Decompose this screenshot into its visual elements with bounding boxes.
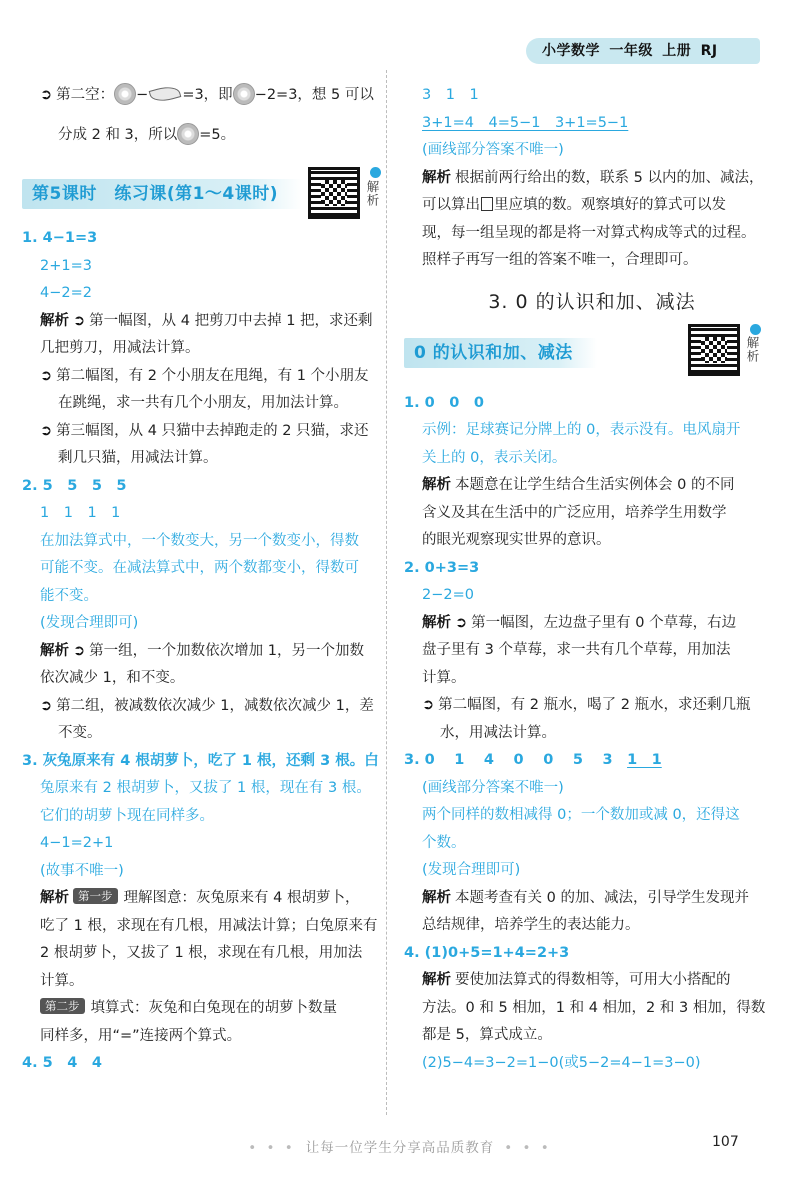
q3-answer: (画线部分答案不唯一) [422,779,564,796]
q2-analysis: ➲ 第二组，被减数依次减少 1，减数依次减少 1，差 [40,697,374,714]
q4-answer: 4. 5 4 4 [22,1055,102,1071]
step-1-badge: 第一步 [73,888,118,904]
arrow-icon: ➲ [40,367,53,384]
q4-analysis: 解析 要使加法算式的得数相等，可用大小搭配的 [422,972,731,988]
book-info-badge: 小学数学 一年级 上册 RJ [526,38,760,64]
q3-answer: 它们的胡萝卜现在同样多。 [40,807,214,824]
flower-icon [114,83,136,105]
q3-answer: 3. 灰兔原来有 4 根胡萝卜，吃了 1 根，还剩 3 根。白 [22,752,379,769]
analysis-line: 解析 根据前两行给出的数，联系 5 以内的加、减法， [422,169,764,186]
q2-answer: 1 1 1 1 [40,505,121,521]
arrow-icon: ➲ [455,614,468,631]
q4-analysis: 都是 5，算式成立。 [422,1027,552,1043]
q2-analysis: 解析 ➲ 第一组，一个加数依次增加 1，另一个加数 [40,642,364,659]
flower-icon [177,123,199,145]
q3-analysis: 吃了 1 根，求现在有几根，用减法计算；白兔原来有 [40,917,378,934]
q1-analysis: ➲ 第三幅图，从 4 只猫中去掉跑走的 2 只猫，求还 [40,422,369,439]
answer-line: 3 1 1 [422,87,479,103]
answer-note: (画线部分答案不唯一) [422,142,564,158]
qr-code-icon[interactable] [688,324,740,376]
step-2-badge: 第二步 [40,998,85,1014]
q1-analysis: 剩几只猫，用减法计算。 [58,450,218,466]
q2-answer: 2. 0+3=3 [404,559,480,576]
q4-answer: 4. (1)0+5=1+4=2+3 [404,944,570,961]
q4-analysis: 方法。0 和 5 相加，1 和 4 相加，2 和 3 相加，得数 [422,999,766,1016]
page-number: 107 [712,1134,739,1150]
q3-answer: 个数。 [422,834,466,851]
q1-answer: 4−2=2 [40,285,92,301]
q3-answer: (故事不唯一) [40,862,124,879]
arrow-icon: ➲ [40,422,53,439]
q3-answer: 两个同样的数相减得 0；一个数加或减 0，还得这 [422,807,740,823]
q2-analysis: ➲ 第二幅图，有 2 瓶水，喝了 2 瓶水，求还剩几瓶 [422,697,751,713]
q2-answer: 在加法算式中，一个数变大，另一个数变小，得数 [40,532,359,549]
q1-answer: 1. 4−1=3 [22,230,98,246]
intro-line-1: ➲ 第二空： − =3，即 −2=3，想 5 可以 [22,82,378,110]
q4-answer: (2)5−4=3−2=1−0(或5−2=4−1=3−0) [422,1054,701,1071]
qr-code-block[interactable]: 解析 [308,167,381,219]
q2-analysis: 解析 ➲ 第一幅图，左边盘子里有 0 个草莓，右边 [422,614,737,631]
q1-analysis: 含义及其在生活中的广泛应用，培养学生用数学 [422,504,727,521]
left-column [22,82,378,1078]
q2-answer: 可能不变。在减法算式中，两个数都变小，得数可 [40,560,359,576]
lesson-header [22,167,378,225]
q3-analysis: 计算。 [40,972,84,989]
q3-analysis: 同样多，用“=”连接两个算式。 [40,1027,242,1044]
intro-line-2: 分成 2 和 3，所以 =5。 [22,122,378,150]
q1-analysis: 解析 本题意在让学生结合生活实例体会 0 的不同 [422,477,735,493]
qr-code-block[interactable]: 解析 [688,324,761,376]
q1-analysis: 在跳绳，求一共有几个小朋友，用加法计算。 [58,395,348,411]
q3-analysis: 2 根胡萝卜，又拔了 1 根，求现在有几根，用加法 [40,945,363,961]
q1-answer: 关上的 0，表示关闭。 [422,449,567,466]
q3-answer: (发现合理即可) [422,862,521,878]
right-column [404,82,780,1077]
arrow-icon: ➲ [73,312,86,329]
q1-answer: 示例：足球赛记分牌上的 0，表示没有。电风扇开 [422,422,741,438]
arrow-icon: ➲ [40,697,53,714]
section-title: 3. 0 的认识和加、减法 [488,290,696,313]
q3-analysis: 解析 本题考查有关 0 的加、减法，引导学生发现并 [422,889,749,906]
analysis-line: 可以算出 里应填的数。观察填好的算式可以发 [422,197,726,213]
arrow-icon: ➲ [40,87,53,103]
q2-analysis: 盘子里有 3 个草莓，求一共有几个草莓，用加法 [422,642,731,658]
q1-analysis: 几把剪刀，用减法计算。 [40,340,200,356]
flower-icon [233,83,255,105]
q2-answer: (发现合理即可) [40,615,139,631]
footer-slogan: • • • 让每一位学生分享高品质教育 • • • [248,1140,552,1156]
qr-code-icon[interactable] [308,167,360,219]
q1-answer: 2+1=3 [40,257,92,274]
q2-answer: 能不变。 [40,587,98,604]
q3-answer: 兔原来有 2 根胡萝卜，又拔了 1 根，现在有 3 根。 [40,780,371,796]
play-icon [750,324,761,335]
q2-answer: 2−2=0 [422,587,474,603]
lesson-title: 0 的认识和加、减法 [404,338,597,368]
q1-analysis: 解析 ➲ 第一幅图，从 4 把剪刀中去掉 1 把，求还剩 [40,312,373,329]
q3-analysis: 总结规律，培养学生的表达能力。 [422,917,640,933]
q2-analysis: 水，用减法计算。 [440,724,556,741]
analysis-line: 现，每一组呈现的都是将一对算式构成等式的过程。 [422,224,756,241]
q1-answer: 1. 0 0 0 [404,394,484,411]
lesson-header [404,328,780,382]
q3-answer: 4−1=2+1 [40,835,114,851]
q2-analysis: 依次减少 1，和不变。 [40,670,185,686]
play-icon [370,167,381,178]
q1-analysis: 的眼光观察现实世界的意识。 [422,532,611,548]
q1-analysis: ➲ 第二幅图，有 2 个小朋友在甩绳，有 1 个小朋友 [40,367,369,384]
leaf-icon [149,83,182,104]
q2-analysis: 不变。 [58,725,102,741]
q3-analysis: 解析 第一步 理解图意：灰兔原来有 4 根胡萝卜， [40,889,360,906]
column-divider [386,70,387,1115]
answer-line: 3+1=4 4=5−1 3+1=5−1 [422,114,629,131]
q3-analysis: 第二步 填算式：灰兔和白兔现在的胡萝卜数量 [22,995,378,1023]
q2-analysis: 计算。 [422,669,466,686]
arrow-icon: ➲ [422,697,435,713]
q2-answer: 2. 5 5 5 5 [22,477,127,494]
blank-box-icon [481,197,493,211]
lesson-title: 第5课时 练习课(第1～4课时) [22,179,302,209]
analysis-line: 照样子再写一组的答案不唯一，合理即可。 [422,252,698,268]
arrow-icon: ➲ [73,642,86,659]
q3-answer: 3. 0 1 4 0 0 5 3 1 1 [404,752,662,768]
